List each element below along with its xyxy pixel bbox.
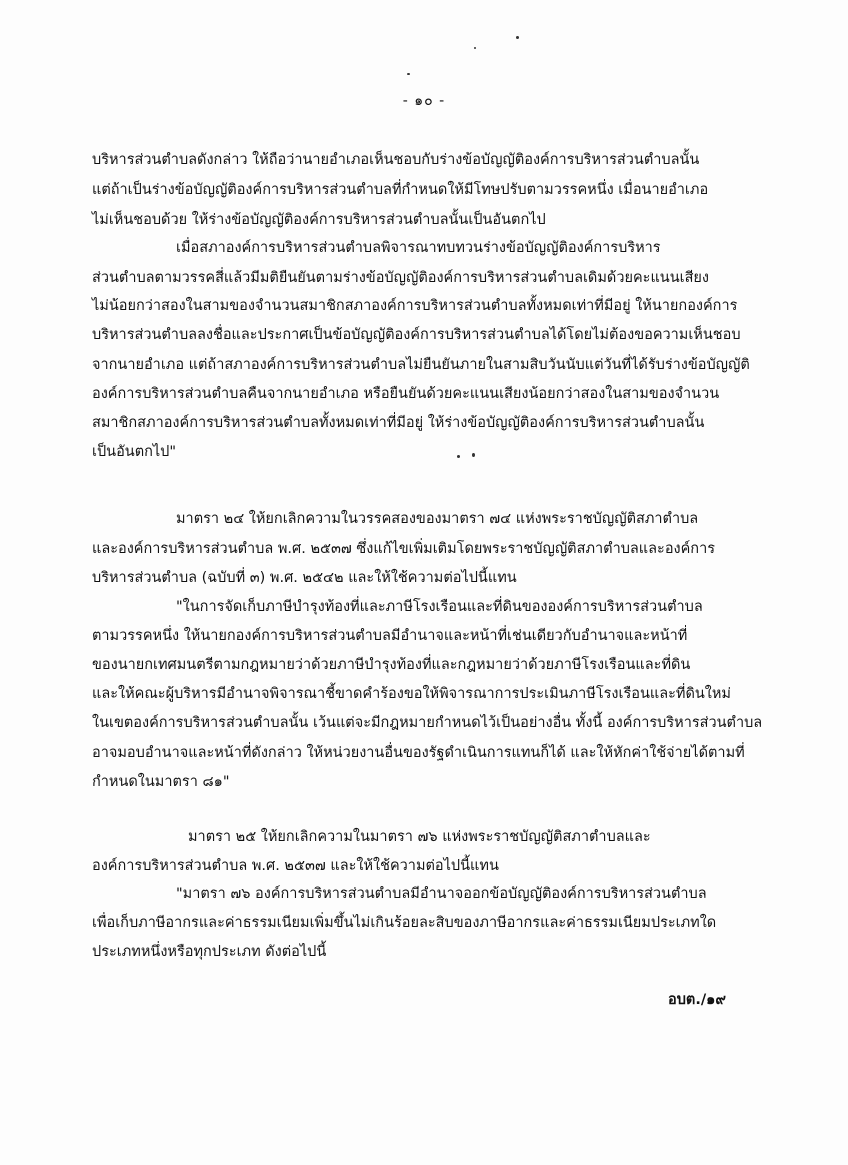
paragraph-1-line-1: บริหารส่วนตำบลดังกล่าว ให้ถือว่านายอำเภอเห็นชอบกับร่างข้อบัญญัติองค์การบริหารส่วนตำบลนั้น xyxy=(92,152,700,168)
scan-speck xyxy=(407,73,410,75)
paragraph-4-line-6: อาจมอบอำนาจและหน้าที่ดังกล่าว ให้หน่วยงานอื่นของรัฐดำเนินการแทนก็ได้ และให้หักค่าใช้จ่ายได้ตามที่ xyxy=(92,745,745,761)
paragraph-2-line-3: ไม่น้อยกว่าสองในสามของจำนวนสมาชิกสภาองค์การบริหารส่วนตำบลทั้งหมดเท่าที่มีอยู่ ให้นายกองค์การ xyxy=(92,298,738,314)
paragraph-3-line-1: มาตรา ๒๔ ให้ยกเลิกความในวรรคสองของมาตรา ๗๔ แห่งพระราชบัญญัติสภาตำบล xyxy=(176,511,699,527)
paragraph-5-line-1: มาตรา ๒๕ ให้ยกเลิกความในมาตรา ๗๖ แห่งพระราชบัญญัติสภาตำบลและ xyxy=(188,829,651,845)
paragraph-2-line-2: ส่วนตำบลตามวรรคสี่แล้วมีมติยืนยันตามร่างข้อบัญญัติองค์การบริหารส่วนตำบลเดิมด้วยคะแนนเสียง xyxy=(92,270,709,286)
paragraph-4-line-1: "ในการจัดเก็บภาษีบำรุงท้องที่และภาษีโรงเรือนและที่ดินขององค์การบริหารส่วนตำบล xyxy=(176,599,703,615)
paragraph-2-line-1: เมื่อสภาองค์การบริหารส่วนตำบลพิจารณาทบทวนร่างข้อบัญญัติองค์การบริหาร xyxy=(176,240,661,256)
paragraph-1-line-2: แต่ถ้าเป็นร่างข้อบัญญัติองค์การบริหารส่วนตำบลที่กำหนดให้มีโทษปรับตามวรรคหนึ่ง เมื่อนายอำเภอ xyxy=(92,182,709,198)
paragraph-1-line-3: ไม่เห็นชอบด้วย ให้ร่างข้อบัญญัติองค์การบริหารส่วนตำบลนั้นเป็นอันตกไป xyxy=(92,212,546,228)
paragraph-2-line-7: สมาชิกสภาองค์การบริหารส่วนตำบลทั้งหมดเท่าที่มีอยู่ ให้ร่างข้อบัญญัติองค์การบริหารส่วนตำบลนั้น xyxy=(92,415,705,431)
paragraph-6-line-3: ประเภทหนึ่งหรือทุกประเภท ดังต่อไปนี้ xyxy=(92,944,327,960)
paragraph-3-line-2: และองค์การบริหารส่วนตำบล พ.ศ. ๒๕๓๗ ซึ่งแก้ไขเพิ่มเติมโดยพระราชบัญญัติสภาตำบลและองค์การ xyxy=(92,541,716,557)
paragraph-4-line-7: กำหนดในมาตรา ๘๑" xyxy=(92,774,230,790)
paragraph-3-line-3: บริหารส่วนตำบล (ฉบับที่ ๓) พ.ศ. ๒๕๔๒ และให้ใช้ความต่อไปนี้แทน xyxy=(92,570,517,586)
paragraph-6-line-1: "มาตรา ๗๖ องค์การบริหารส่วนตำบลมีอำนาจออกข้อบัญญัติองค์การบริหารส่วนตำบล xyxy=(176,886,707,902)
footer-reference: อบต./๑๙ xyxy=(668,992,726,1008)
paragraph-2-line-8: เป็นอันตกไป" xyxy=(92,444,177,460)
paragraph-6-line-2: เพื่อเก็บภาษีอากรและค่าธรรมเนียมเพิ่มขึ้นไม่เกินร้อยละสิบของภาษีอากรและค่าธรรมเนียมประเภทใด xyxy=(92,915,717,931)
paragraph-2-line-5: จากนายอำเภอ แต่ถ้าสภาองค์การบริหารส่วนตำบลไม่ยืนยันภายในสามสิบวันนับแต่วันที่ได้รับร่างข้อบัญญัติ xyxy=(92,357,750,373)
paragraph-4-line-5: ในเขตองค์การบริหารส่วนตำบลนั้น เว้นแต่จะมีกฎหมายกำหนดไว้เป็นอย่างอื่น ทั้งนี้ องค์การบริหารส่วนตำบล xyxy=(92,715,763,731)
scan-speck xyxy=(457,455,460,458)
scan-speck xyxy=(474,47,476,49)
page-number: - ๑๐ - xyxy=(402,93,446,109)
scan-speck xyxy=(516,36,519,39)
paragraph-4-line-2: ตามวรรคหนึ่ง ให้นายกองค์การบริหารส่วนตำบลมีอำนาจและหน้าที่เช่นเดียวกับอำนาจและหน้าที่ xyxy=(92,628,688,644)
scan-speck xyxy=(472,453,475,457)
paragraph-5-line-2: องค์การบริหารส่วนตำบล พ.ศ. ๒๕๓๗ และให้ใช้ความต่อไปนี้แทน xyxy=(92,858,499,874)
paragraph-2-line-6: องค์การบริหารส่วนตำบลคืนจากนายอำเภอ หรือยืนยันด้วยคะแนนเสียงน้อยกว่าสองในสามของจำนวน xyxy=(92,386,720,402)
paragraph-4-line-4: และให้คณะผู้บริหารมีอำนาจพิจารณาชี้ขาดคำร้องขอให้พิจารณาการประเมินภาษีโรงเรือนและที่ดินใหม่ xyxy=(92,686,731,702)
paragraph-4-line-3: ของนายกเทศมนตรีตามกฎหมายว่าด้วยภาษีบำรุงท้องที่และกฎหมายว่าด้วยภาษีโรงเรือนและที่ดิน xyxy=(92,657,691,673)
paragraph-2-line-4: บริหารส่วนตำบลลงชื่อและประกาศเป็นข้อบัญญัติองค์การบริหารส่วนตำบลได้โดยไม่ต้องขอความเห็นชอบ xyxy=(92,327,741,343)
